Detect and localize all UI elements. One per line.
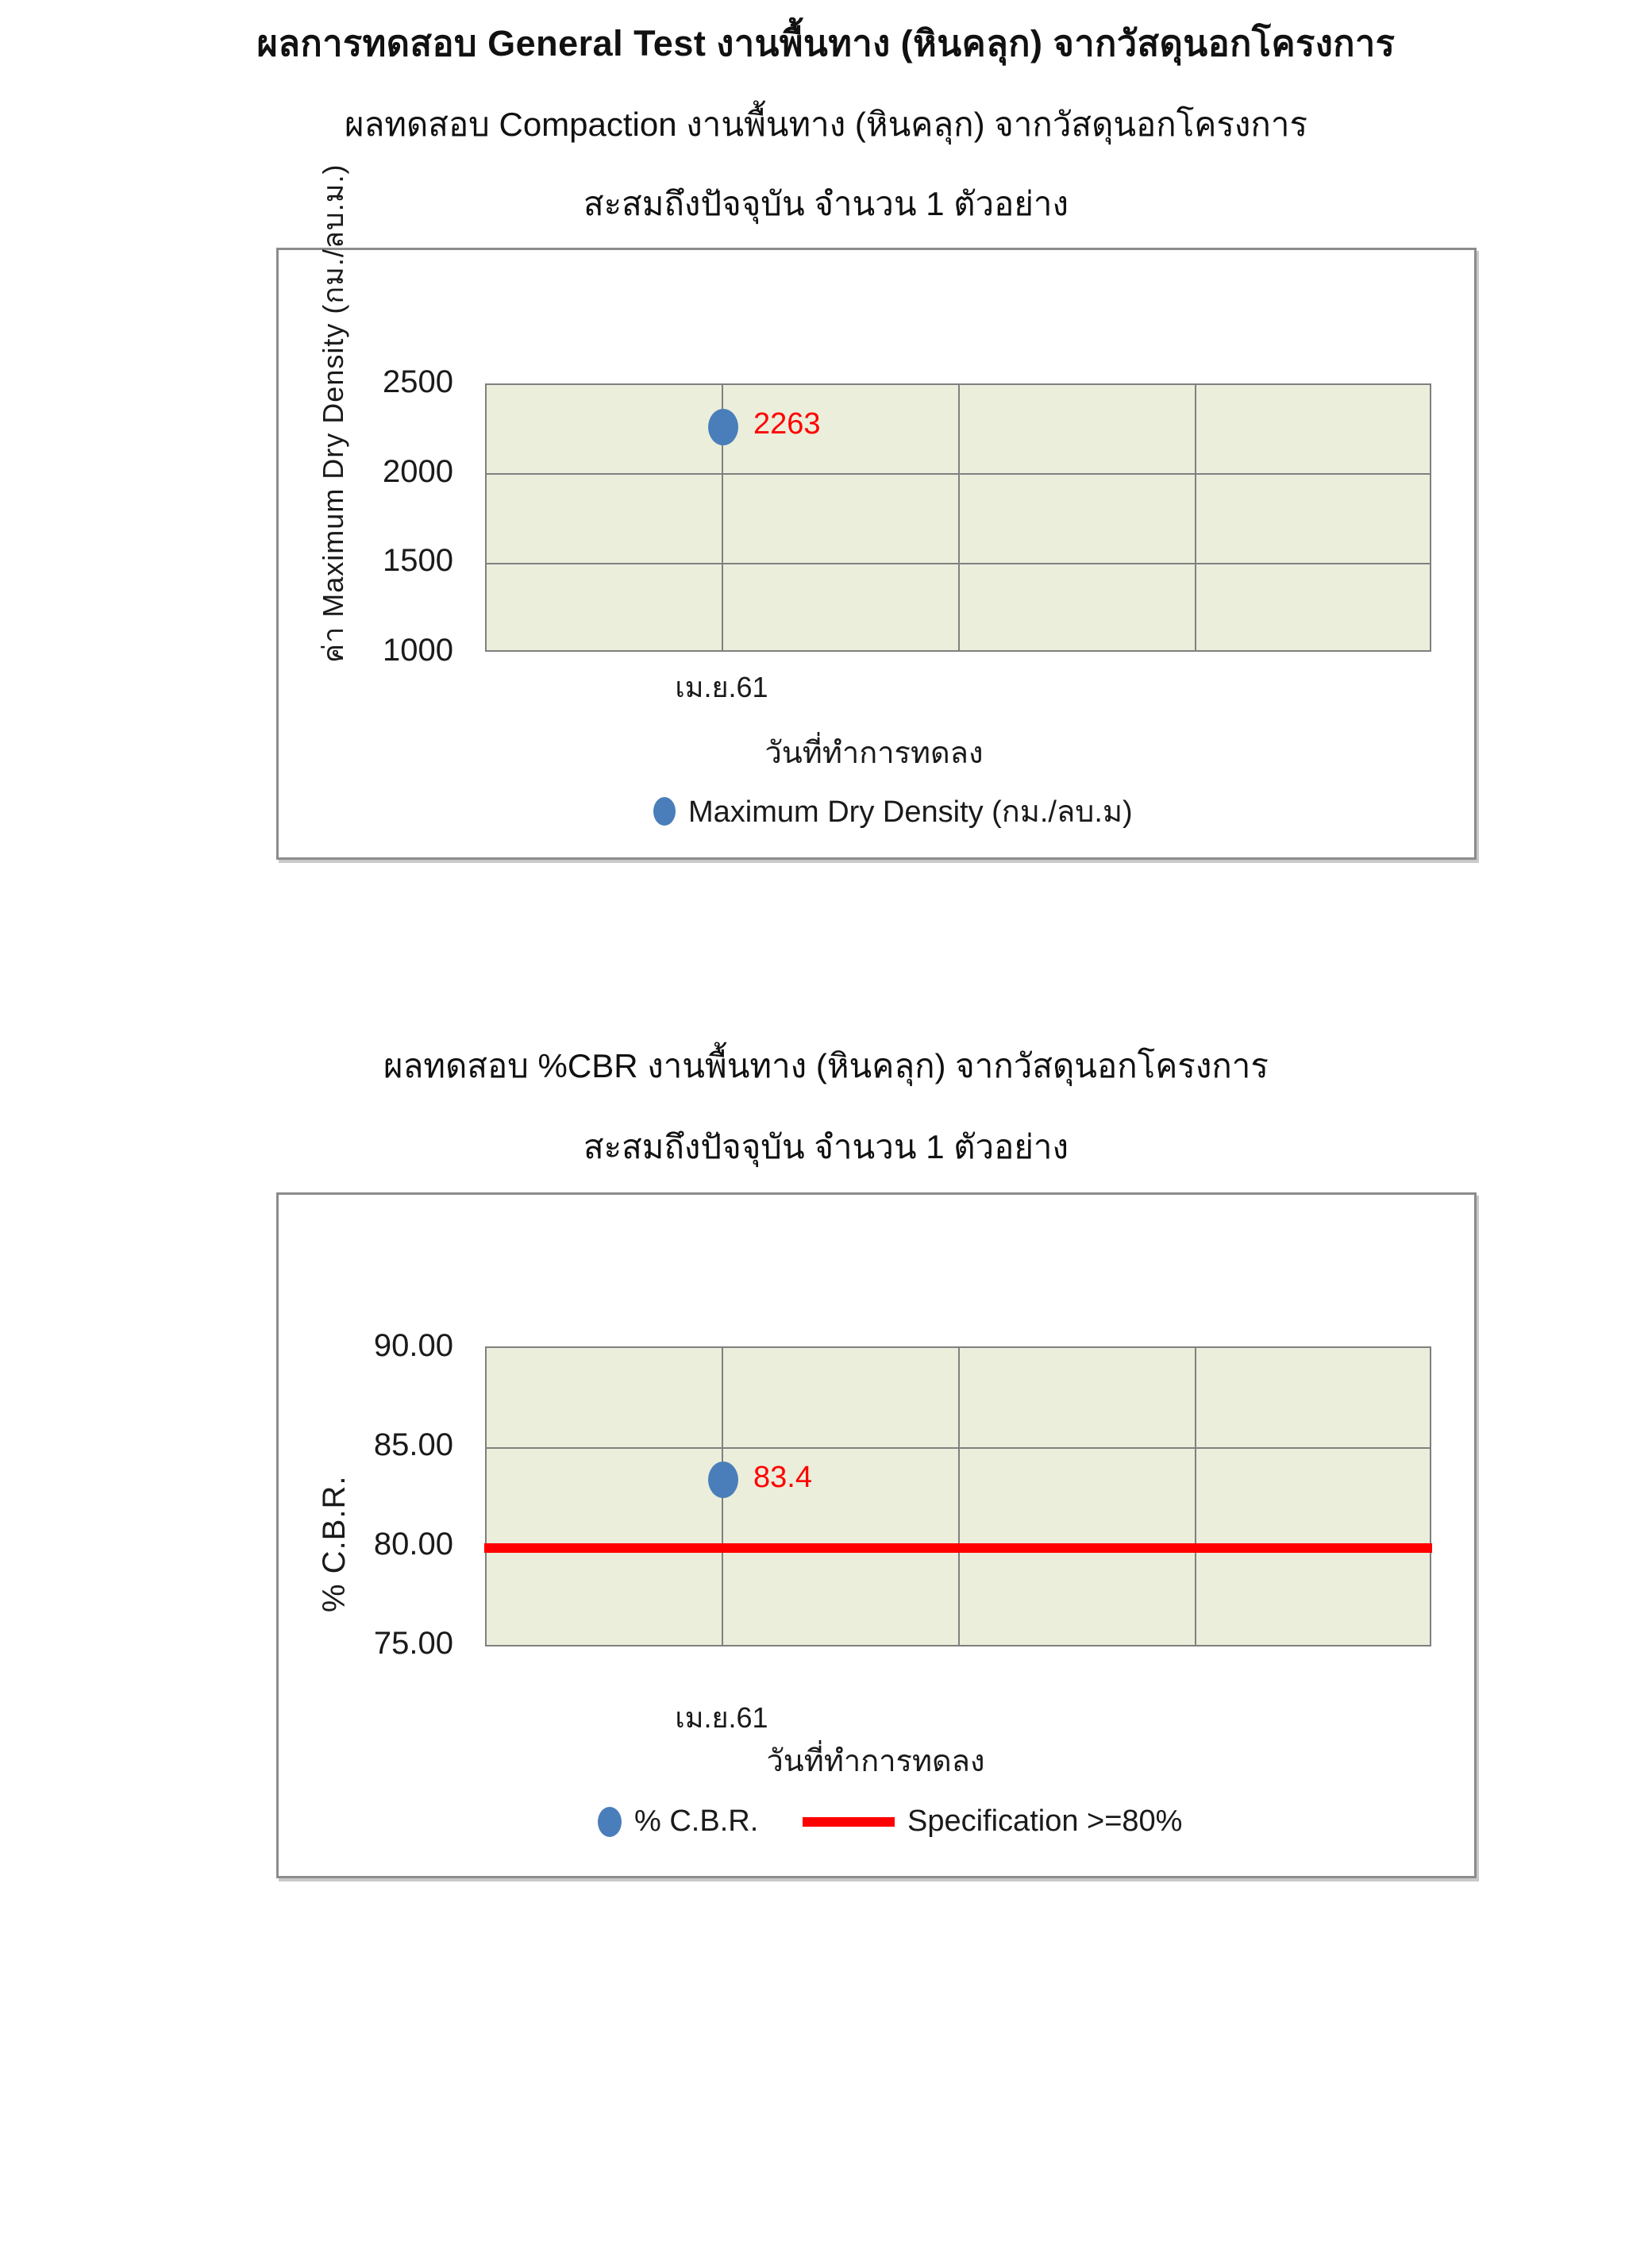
legend	[653, 787, 1133, 835]
y-tick-85: 85.00	[373, 1427, 453, 1462]
page-subtitle-compaction: ผลทดสอบ Compaction งานพื้นทาง (หินคลุก) จากวัสดุนอกโครงการ	[345, 106, 1307, 143]
page-title: ผลการทดสอบ General Test งานพื้นทาง (หินคลุก) จากวัสดุนอกโครงการ	[256, 23, 1396, 64]
legend-marker-icon	[598, 1807, 622, 1837]
y-axis-title: % C.B.R.	[317, 1475, 352, 1613]
section-title-cbr: ผลทดสอบ %CBR งานพื้นทาง (หินคลุก) จากวัสดุนอกโครงการ	[383, 1047, 1269, 1084]
gridline-col-3	[1195, 385, 1196, 650]
y-tick-80: 80.00	[373, 1527, 453, 1562]
legend-label-specification: Specification >=80%	[907, 1804, 1183, 1838]
legend-label: Maximum Dry Density (กม./ลบ.ม)	[688, 795, 1133, 829]
y-tick-90: 90.00	[373, 1328, 453, 1363]
legend-label-cbr: % C.B.R.	[634, 1804, 759, 1838]
y-tick-2500: 2500	[383, 364, 453, 399]
y-axis-title: ค่า Maximum Dry Density (กม./ลบ.ม.)	[317, 164, 349, 663]
y-tick-1000: 1000	[383, 633, 453, 668]
y-tick-75: 75.00	[373, 1626, 453, 1661]
data-point-max-dry-density	[708, 409, 738, 445]
gridline-col-3	[1195, 1348, 1196, 1645]
cbr-chart	[276, 1192, 1477, 1878]
legend-cbr	[598, 1804, 758, 1839]
x-tick-date: เม.ย.61	[675, 1701, 768, 1734]
y-tick-1500: 1500	[383, 543, 453, 578]
data-label-max-dry-density: 2263	[753, 407, 821, 441]
legend-specification	[803, 1804, 1182, 1839]
specification-line	[484, 1543, 1432, 1553]
x-axis-title: วันที่ทำการทดลง	[764, 737, 984, 770]
gridline-col-2	[958, 1348, 960, 1645]
y-tick-2000: 2000	[383, 454, 453, 489]
section-subtitle-sample-count: สะสมถึงปัจจุบัน จำนวน 1 ตัวอย่าง	[583, 1128, 1069, 1165]
x-tick-date: เม.ย.61	[675, 671, 768, 703]
legend-line-icon	[803, 1817, 895, 1827]
plot-area	[485, 383, 1431, 652]
data-label-cbr: 83.4	[753, 1461, 812, 1494]
plot-area	[485, 1346, 1431, 1646]
page-subtitle-sample-count: สะสมถึงปัจจุบัน จำนวน 1 ตัวอย่าง	[583, 185, 1069, 222]
legend-marker-icon	[653, 797, 676, 826]
data-point-cbr	[708, 1462, 738, 1498]
x-axis-title: วันที่ทำการทดลง	[766, 1745, 985, 1778]
gridline-col-2	[958, 385, 960, 650]
